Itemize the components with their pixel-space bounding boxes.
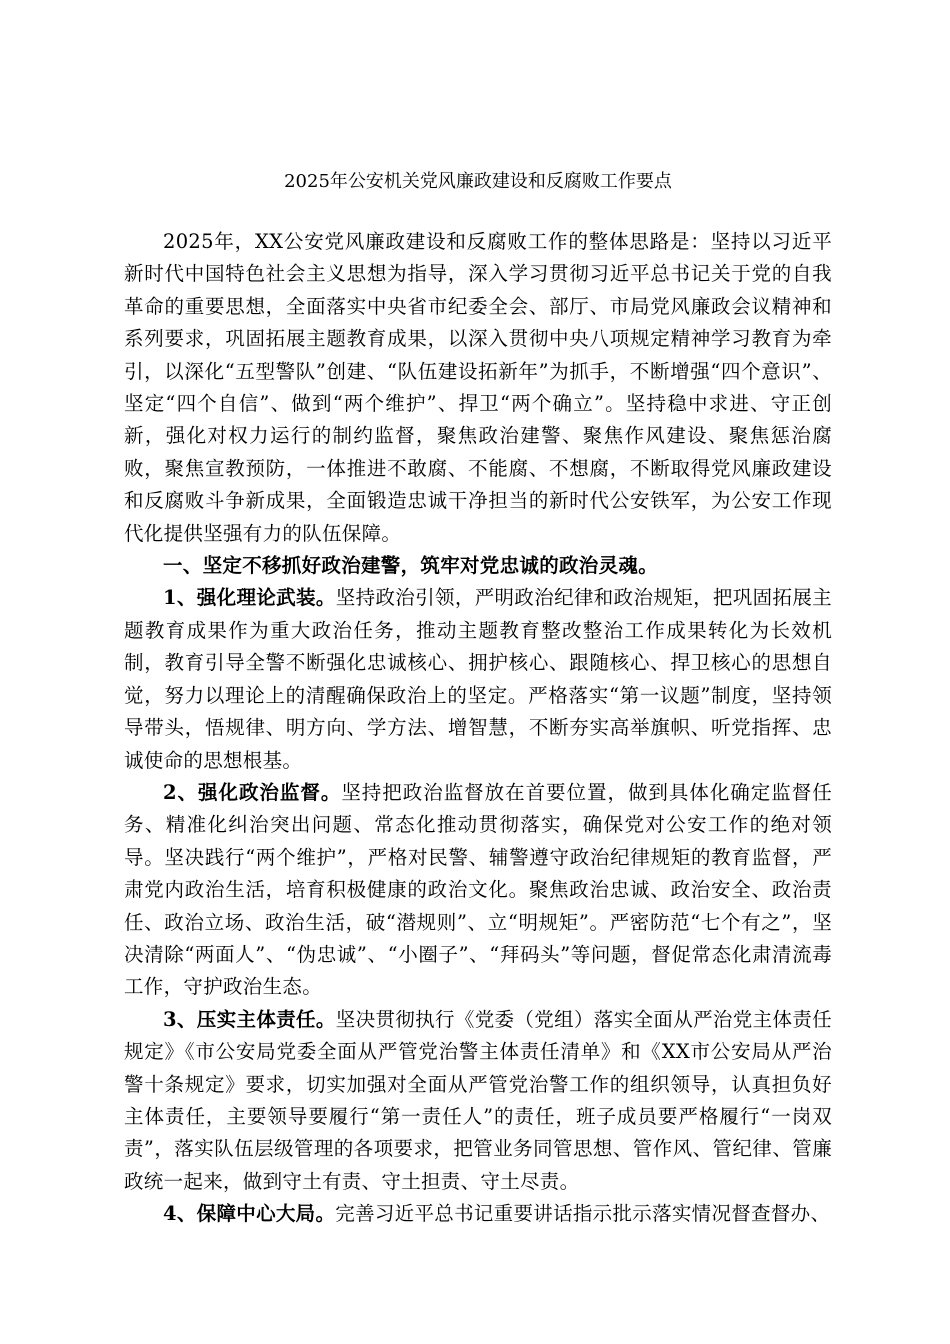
item-lead: 3、压实主体责任。 xyxy=(163,1007,336,1031)
item-text: 完善习近平总书记重要讲话指示批示落实情况督查督办、 xyxy=(335,1202,831,1226)
document-body xyxy=(124,226,832,1231)
intro-paragraph: 2025年，XX公安党风廉政建设和反腐败工作的整体思路是：坚持以习近平新时代中国特色社会主义思想为指导，深入学习贯彻习近平总书记关于党的自我革命的重要思想，全面落实中央省市纪委全会、部厅、市局党风廉政会议精神和系列要求，巩固拓展主题教育成果，以深入贯彻中央八项规定精神学习教育为牵引，以深化“五型警队”创建、“队伍建设拓新年”为抓手，不断增强“四个意识”、坚定“四个自信”、做到“两个维护”、捍卫“两个确立”。坚持稳中求进、守正创新，强化对权力运行的制约监督，聚焦政治建警、聚焦作风建设、聚焦惩治腐败，聚焦宣教预防，一体推进不敢腐、不能腐、不想腐，不断取得党风廉政建设和反腐败斗争新成果，全面锻造忠诚干净担当的新时代公安铁军，为公安工作现代化提供坚强有力的队伍保障。 xyxy=(124,230,833,545)
item-text: 坚决贯彻执行《党委（党组）落实全面从严治党主体责任规定》《市公安局党委全面从严管党治警主体责任清单》和《XX市公安局从严治警十条规定》要求，切实加强对全面从严管党治警工作的组织领导，认真担负好主体责任，主要领导要履行“第一责任人”的责任，班子成员要严格履行“一岗双责”，落实队伍层级管理的各项要求，把管业务同管思想、管作风、管纪律、管廉政统一起来，做到守土有责、守土担责、守土尽责。 xyxy=(124,1007,832,1193)
item-lead: 4、保障中心大局。 xyxy=(163,1202,336,1226)
item-paragraph xyxy=(124,582,832,776)
item-paragraph xyxy=(124,1198,832,1230)
item-paragraph xyxy=(124,777,832,1004)
item-paragraph xyxy=(124,1004,832,1198)
item-lead: 2、强化政治监督。 xyxy=(163,780,342,804)
item-text: 坚持政治引领，严明政治纪律和政治规矩，把巩固拓展主题教育成果作为重大政治任务，推动主题教育整改整治工作成果转化为长效机制，教育引导全警不断强化忠诚核心、拥护核心、跟随核心、捍卫核心的思想自觉，努力以理论上的清醒确保政治上的坚定。严格落实“第一议题”制度，坚持领导带头，悟规律、明方向、学方法、增智慧，不断夯实高举旗帜、听党指挥、忠诚使命的思想根基。 xyxy=(124,586,832,772)
document-title: 2025年公安机关党风廉政建设和反腐败工作要点 xyxy=(284,171,672,192)
section-heading: 一、坚定不移抓好政治建警，筑牢对党忠诚的政治灵魂。 xyxy=(163,554,659,578)
item-lead: 1、强化理论武装。 xyxy=(163,586,336,610)
item-text: 坚持把政治监督放在首要位置，做到具体化确定监督任务、精准化纠治突出问题、常态化推动贯彻落实，确保党对公安工作的绝对领导。坚决践行“两个维护”，严格对民警、辅警遵守政治纪律规矩的教育监督，严肃党内政治生活，培育积极健康的政治文化。聚焦政治忠诚、政治安全、政治责任、政治立场、政治生活，破“潜规则”、立“明规矩”。严密防范“七个有之”，坚决清除“两面人”、“伪忠诚”、“小圈子”、“拜码头”等问题，督促常态化肃清流毒工作，守护政治生态。 xyxy=(124,780,832,999)
